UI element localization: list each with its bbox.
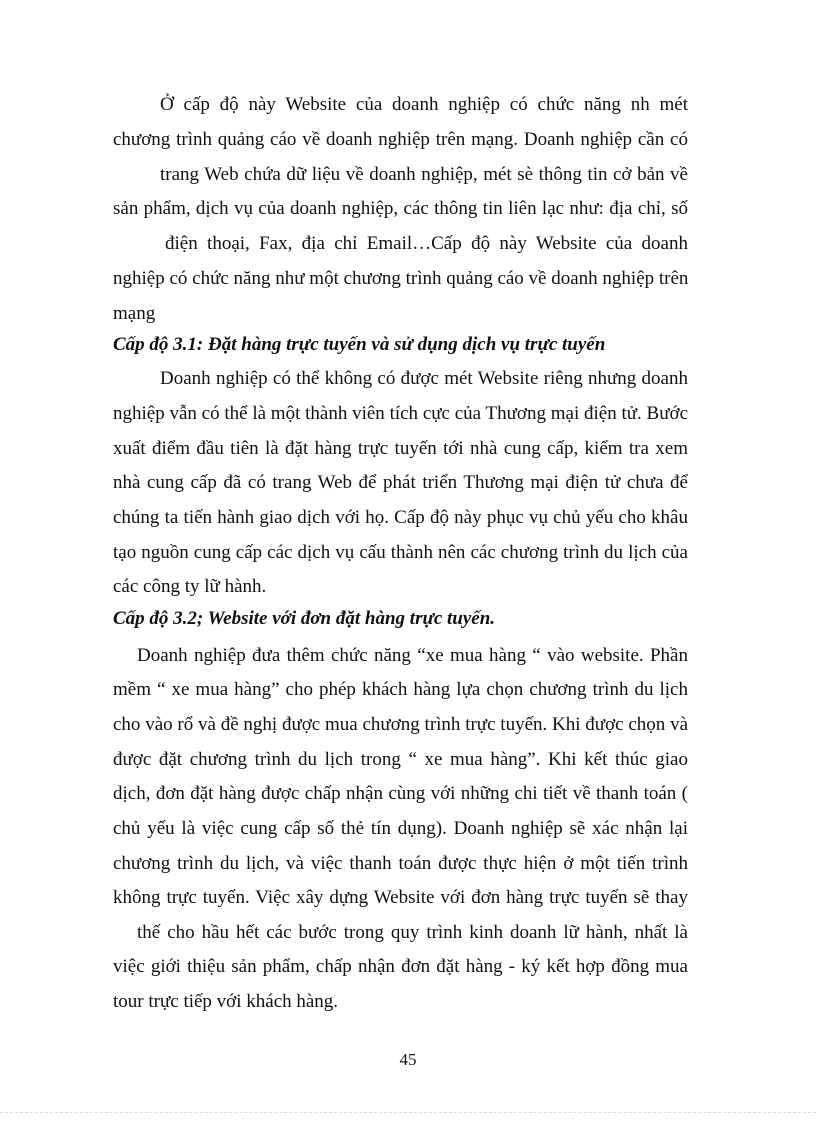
paragraph-3-line-4: được đặt chương trình du lịch trong “ xe mua hàng”. Khi kết thúc giao — [113, 749, 688, 770]
paragraph-2-line-4: nhà cung cấp đã có trang Web để phát triển Thương mại điện tử chưa để — [113, 472, 688, 493]
paragraph-3-line-9: thế cho hầu hết các bước trong quy trình kinh doanh lữ hành, nhất là — [137, 922, 688, 943]
heading-cap-do-3-1: Cấp độ 3.1: Đặt hàng trực tuyến và sử dụng dịch vụ trực tuyến — [113, 334, 606, 355]
paragraph-2-line-7: các công ty lữ hành. — [113, 576, 267, 597]
paragraph-1-line-5: điện thoại, Fax, địa chỉ Email…Cấp độ này Website của doanh — [165, 233, 688, 254]
paragraph-3-line-10: việc giới thiệu sản phẩm, chấp nhận đơn đặt hàng - ký kết hợp đồng mua — [113, 956, 688, 977]
page-number: 45 — [399, 1050, 417, 1069]
paragraph-2-line-5: chúng ta tiến hành giao dịch với họ. Cấp độ này phục vụ chủ yếu cho khâu — [113, 507, 688, 528]
paragraph-3-line-7: chương trình du lịch, và việc thanh toán được thực hiện ở một tiến trình — [113, 853, 688, 874]
paragraph-2-line-3: xuất điểm đầu tiên là đặt hàng trực tuyến tới nhà cung cấp, kiểm tra xem — [113, 438, 688, 459]
paragraph-3-line-2: mềm “ xe mua hàng” cho phép khách hàng lựa chọn chương trình du lịch — [113, 679, 688, 700]
paragraph-1-line-3: trang Web chứa dữ liệu về doanh nghiệp, mét sè thông tin cở bản về — [160, 164, 688, 185]
paragraph-1-line-2: chương trình quảng cáo về doanh nghiệp trên mạng. Doanh nghiệp cần có — [113, 129, 688, 150]
page-bottom-divider — [0, 1112, 816, 1113]
paragraph-2-line-6: tạo nguồn cung cấp các dịch vụ cấu thành nên các chương trình du lịch của — [113, 542, 688, 563]
paragraph-2-line-2: nghiệp vẫn có thể là một thành viên tích cực của Thương mại điện tử. Bước — [113, 403, 688, 424]
paragraph-2-line-1: Doanh nghiệp có thể không có được mét Website riêng nhưng doanh — [160, 368, 688, 389]
paragraph-1-line-7: mạng — [113, 303, 156, 324]
paragraph-1-line-1: Ở cấp độ này Website của doanh nghiệp có chức năng nh mét — [160, 94, 688, 115]
paragraph-3-line-1: Doanh nghiệp đưa thêm chức năng “xe mua hàng “ vào website. Phần — [137, 645, 688, 666]
paragraph-1-line-6: nghiệp có chức năng như một chương trình quảng cáo về doanh nghiệp trên — [113, 268, 689, 289]
paragraph-3-line-5: dịch, đơn đặt hàng được chấp nhận cùng với những chi tiết về thanh toán ( — [113, 783, 688, 804]
heading-cap-do-3-2: Cấp độ 3.2; Website với đơn đặt hàng trực tuyến. — [113, 608, 496, 629]
paragraph-3-line-8: không trực tuyến. Việc xây dựng Website với đơn hàng trực tuyến sẽ thay — [113, 887, 688, 908]
paragraph-3-line-11: tour trực tiếp với khách hàng. — [113, 991, 339, 1012]
paragraph-3-line-6: chủ yếu là việc cung cấp số thẻ tín dụng). Doanh nghiệp sẽ xác nhận lại — [113, 818, 688, 839]
paragraph-1-line-4: sản phẩm, dịch vụ của doanh nghiệp, các thông tin liên lạc như: địa chỉ, số — [113, 198, 688, 219]
paragraph-3-line-3: cho vào rổ và đề nghị được mua chương trình trực tuyến. Khi được chọn và — [113, 714, 688, 735]
